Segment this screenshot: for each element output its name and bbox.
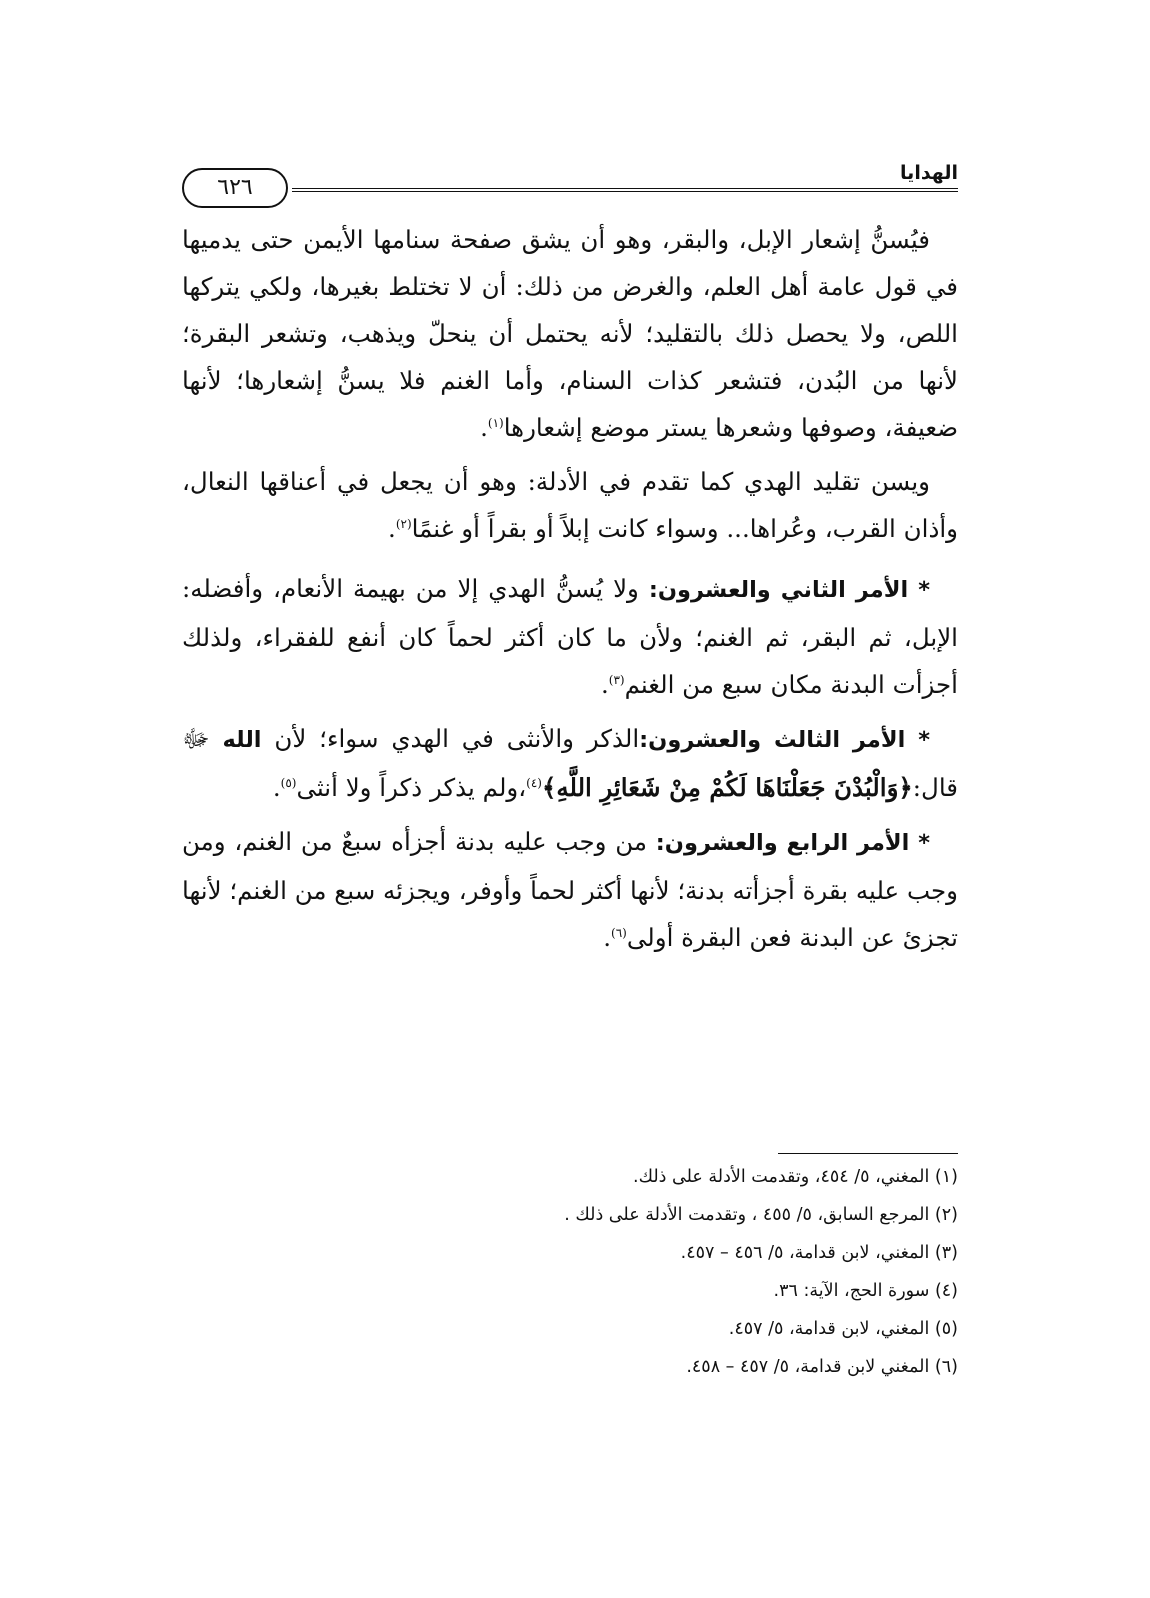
footnote-item: (٢) المرجع السابق، ٥/ ٤٥٥ ، وتقدمت الأدلة على ذلك . <box>564 1205 958 1225</box>
footnote-ref[interactable]: (٥) <box>280 775 297 790</box>
footnote-divider <box>778 1153 958 1154</box>
section-heading: * الأمر الرابع والعشرون: <box>655 830 930 856</box>
footnote-item: (٦) المغني لابن قدامة، ٥/ ٤٥٧ – ٤٥٨. <box>686 1357 958 1377</box>
divine-name: الله <box>222 727 262 753</box>
section-heading: * الأمر الثاني والعشرون: <box>648 577 930 603</box>
footnote-ref[interactable]: (٢) <box>395 516 412 531</box>
footnote-item: (٣) المغني، لابن قدامة، ٥/ ٤٥٦ – ٤٥٧. <box>680 1243 958 1263</box>
paragraph-ishar: فيُسنُّ إشعار الإبل، والبقر، وهو أن يشق صفحة سنامها الأيمن حتى يدميها في قول عامة أهل العلم، والغرض من ذلك: أن لا تختلط بغيرها، ولكي يتركها اللص، ولا يحصل ذلك بالتقليد؛ لأنه يحتمل أن ينحلّ ويذهب، وتشعر البقرة؛ لأنها من البُدن، فتشعر كذات السنام، وأما الغنم فلا يسنُّ إشعارها؛ لأنها ضعيفة، وصوفها وشعرها يستر موضع إشعارها$^{(١)}$. <box>182 225 958 442</box>
footnote-ref[interactable]: (٣) <box>608 672 625 687</box>
footnote-item: (٥) المغني، لابن قدامة، ٥/ ٤٥٧. <box>728 1319 958 1339</box>
paragraph-taqlid: ويسن تقليد الهدي كما تقدم في الأدلة: وهو أن يجعل في أعناقها النعال، وأذان القرب، وعُراها... وسواء كانت إبلاً أو بقراً أو غنمًا$^{(٢)}$. <box>182 467 958 543</box>
footnote-item: (٤) سورة الحج، الآية: ٣٦. <box>773 1281 958 1301</box>
footnote-ref[interactable]: (٦) <box>611 925 627 940</box>
header-double-rule <box>292 188 958 192</box>
section-heading: * الأمر الثالث والعشرون: <box>639 727 930 753</box>
page-header <box>182 158 958 208</box>
paragraph-point-23: * الأمر الثالث والعشرون:الذكر والأنثى في الهدي سواء؛ لأن الله ﷻ قال:﴿وَالْبُدْنَ جَعَلْنَاهَا لَكُمْ مِنْ شَعَائِرِ اللَّهِ﴾$^{(٤)}$،ولم يذكر ذكراً ولا أنثى$^{(٥)}$. <box>182 724 958 802</box>
paragraph-point-24: * الأمر الرابع والعشرون: من وجب عليه بدنة أجزأه سبعٌ من الغنم، ومن وجب عليه بقرة أجزأته بدنة؛ لأنها أكثر لحماً وأوفر، ويجزئه سبع من الغنم؛ لأنها تجزئ عن البدنة فعن البقرة أولى$^{(٦)}$. <box>182 827 958 952</box>
footnote-item: (١) المغني، ٥/ ٤٥٤، وتقدمت الأدلة على ذلك. <box>633 1167 958 1187</box>
footnote-ref[interactable]: (١) <box>487 415 504 430</box>
footnote-ref[interactable]: (٤) <box>526 775 542 790</box>
quran-verse: ﴿وَالْبُدْنَ جَعَلْنَاهَا لَكُمْ مِنْ شَعَائِرِ اللَّهِ﴾ <box>541 773 913 802</box>
main-text <box>182 216 958 968</box>
running-title: الهدايا <box>900 162 958 184</box>
page-number-badge: ٦٢٦ <box>182 168 288 208</box>
honorific-glyph: ﷻ <box>182 724 223 753</box>
paragraph-point-22: * الأمر الثاني والعشرون: ولا يُسنُّ الهدي إلا من بهيمة الأنعام، وأفضله: الإبل، ثم البقر، ثم الغنم؛ ولأن ما كان أكثر لحماً كان أنفع للفقراء، ولذلك أجزأت البدنة مكان سبع من الغنم$^{(٣)}$. <box>182 574 958 699</box>
footnotes <box>258 1162 958 1390</box>
